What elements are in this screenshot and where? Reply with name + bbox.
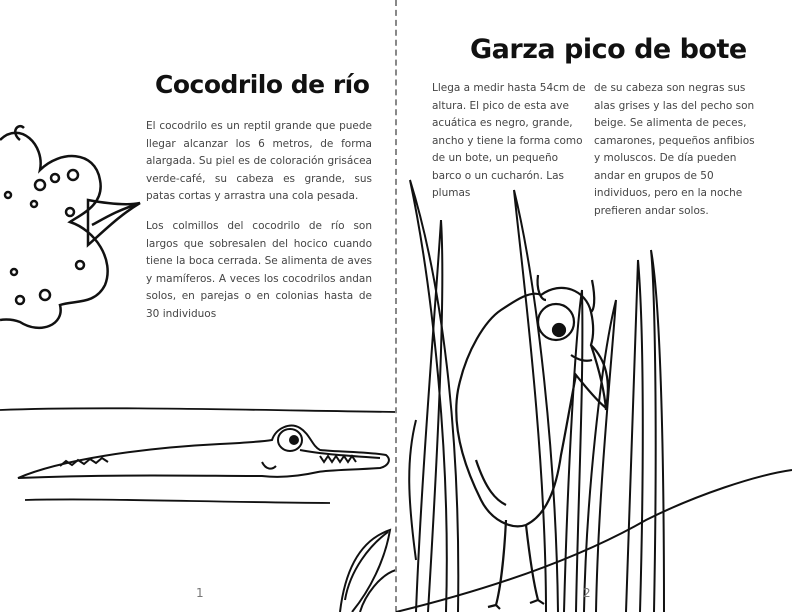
crocodile-paragraph-1: El cocodrilo es un reptil grande que puede llegar alcanzar los 6 metros, de forma alargada. Su piel es de coloración grisácea verde-café, su cabeza es grande, sus patas cortas y arrastra una cola pesada. xyxy=(146,120,372,202)
plant-icon xyxy=(340,530,396,612)
right-page-title: Garza pico de bote xyxy=(470,34,747,65)
ground-line xyxy=(396,470,792,612)
page-number-right: 2 xyxy=(583,586,591,600)
page-number-left: 1 xyxy=(196,586,204,600)
reeds-icon xyxy=(409,180,664,612)
heron-column-2: de su cabeza son negras sus alas grises y las del pecho son beige. Se alimenta de peces, camarones, pequeños anfibios y moluscos. De día pueden andar en grupos de 50 individuos, pero en la noche prefieren andar solos. xyxy=(594,82,755,217)
right-page xyxy=(396,0,792,612)
leaf-icon xyxy=(0,126,140,328)
left-page-title: Cocodrilo de río xyxy=(155,70,370,99)
crocodile-paragraph-2: Los colmillos del cocodrilo de río son largos que sobresalen del hocico cuando tiene la boca cerrada. Se alimenta de aves y mamíferos. A veces los cocodrilos andan solos, en parejas o en colonias hasta de 30 individuos xyxy=(146,220,372,320)
crocodile-icon xyxy=(18,426,389,478)
heron-column-1: Llega a medir hasta 54cm de altura. El pico de esta ave acuática es negro, grande, ancho y tiene la forma como de un bote, un pequeño barco o un cucharón. Las plumas xyxy=(432,82,586,199)
